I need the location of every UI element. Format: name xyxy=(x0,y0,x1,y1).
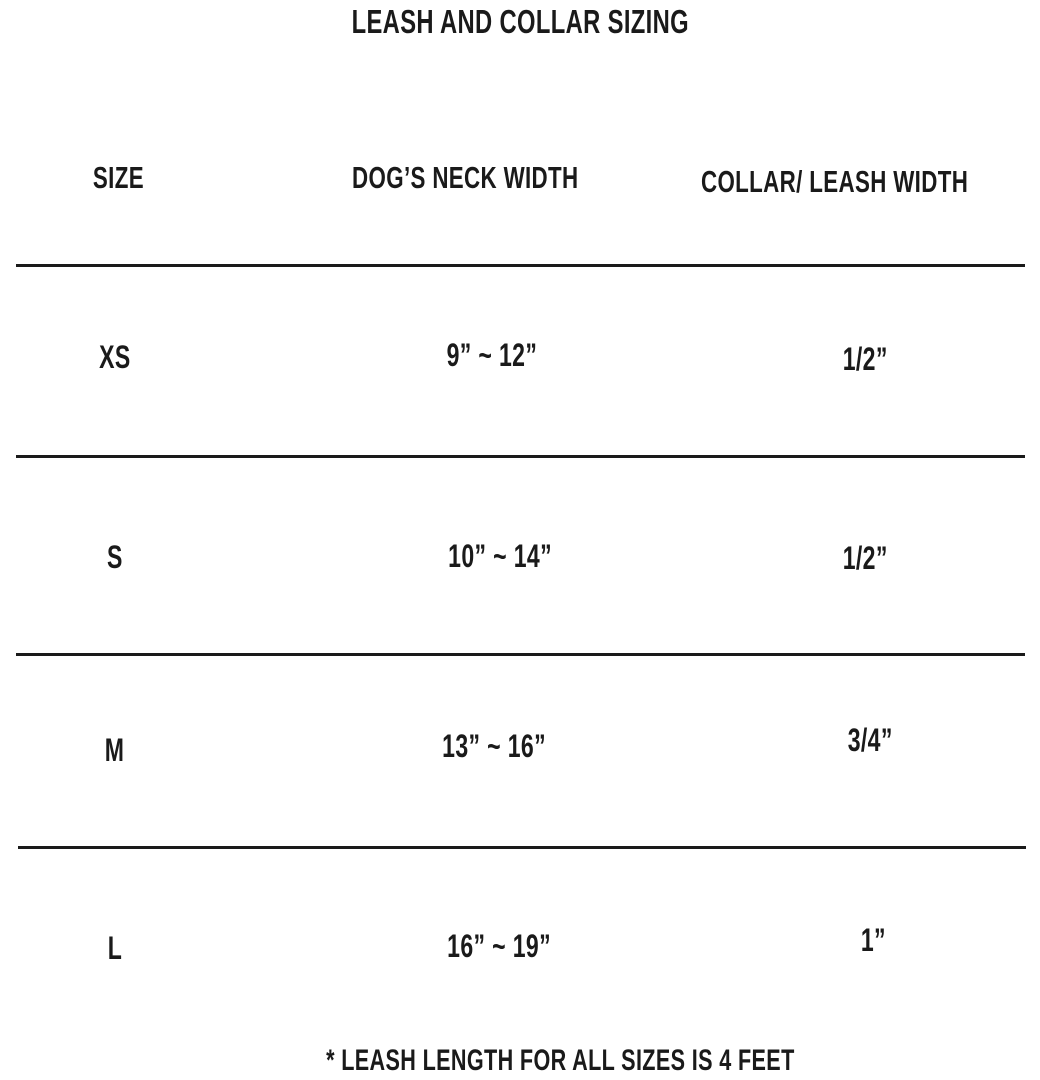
table-row-m-size xyxy=(15,730,215,770)
column-header-size-text: SIZE xyxy=(92,160,144,195)
table-row-xs-neck-width xyxy=(342,335,642,375)
table-row-s-collar-width xyxy=(765,538,965,578)
column-header-collar-leash-width-text: COLLAR/ LEASH WIDTH xyxy=(701,164,969,199)
table-divider xyxy=(16,653,1025,656)
table-divider xyxy=(18,846,1026,849)
column-header-size xyxy=(18,158,218,198)
neck-width-value: 16” ~ 19” xyxy=(447,928,551,964)
neck-width-value: 13” ~ 16” xyxy=(442,728,546,764)
column-header-neck-width xyxy=(300,158,630,198)
neck-width-value: 10” ~ 14” xyxy=(448,538,552,574)
size-label: S xyxy=(107,539,123,575)
page-title xyxy=(0,2,1040,42)
table-row-l-collar-width xyxy=(773,920,973,960)
table-divider xyxy=(16,455,1025,458)
page-title-text: LEASH AND COLLAR SIZING xyxy=(351,3,689,40)
collar-width-value: 1/2” xyxy=(842,341,888,377)
table-row-s-size xyxy=(15,537,215,577)
table-row-m-collar-width xyxy=(770,720,970,760)
column-header-neck-width-text: DOG’S NECK WIDTH xyxy=(351,160,579,195)
table-row-s-neck-width xyxy=(350,536,650,576)
footnote-text: * LEASH LENGTH FOR ALL SIZES IS 4 FEET xyxy=(325,1044,795,1077)
table-row-xs-size xyxy=(15,337,215,377)
collar-width-value: 1/2” xyxy=(842,540,888,576)
table-row-m-neck-width xyxy=(344,726,644,766)
neck-width-value: 9” ~ 12” xyxy=(446,337,538,373)
column-header-collar-leash-width xyxy=(640,162,1030,202)
table-divider xyxy=(16,264,1025,267)
size-label: XS xyxy=(99,339,131,375)
size-label: M xyxy=(105,732,125,768)
collar-width-value: 3/4” xyxy=(847,722,893,758)
table-row-l-neck-width xyxy=(349,926,649,966)
table-row-xs-collar-width xyxy=(765,339,965,379)
size-label: L xyxy=(107,930,123,966)
footnote xyxy=(0,1042,1040,1080)
table-row-l-size xyxy=(15,928,215,968)
collar-width-value: 1” xyxy=(860,922,886,958)
